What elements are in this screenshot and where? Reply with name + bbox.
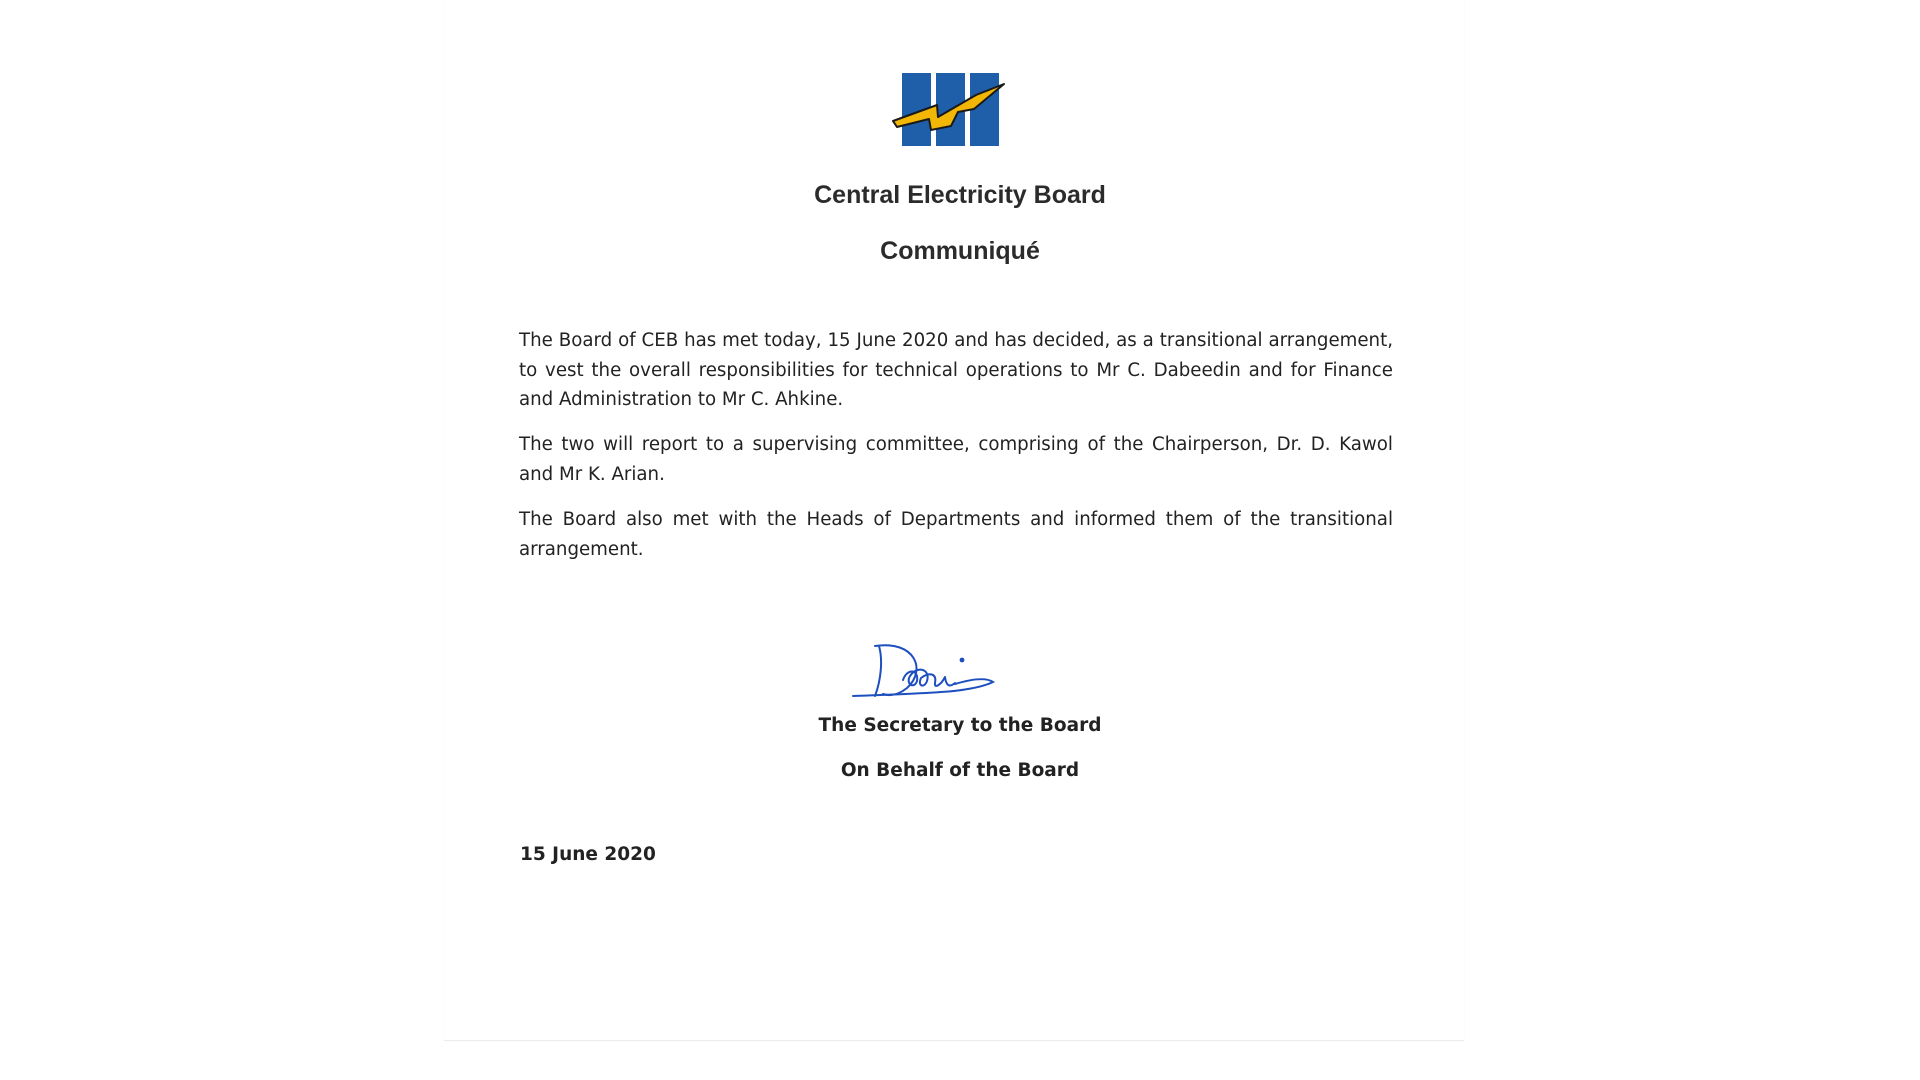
signature-dot xyxy=(960,658,965,663)
communique-paragraph: The Board of CEB has met today, 15 June 2020 and has decided, as a transitional arrangement, to vest the overall responsibilities for technical operations to Mr C. Dabeedin and for Finance and Administration to Mr C. Ahkine. xyxy=(519,330,1393,411)
signature-stroke xyxy=(875,645,917,696)
document-type-title: Communiqué xyxy=(880,237,1040,265)
communique-paragraph: The Board also met with the Heads of Departments and informed them of the transitional arrangement. xyxy=(519,509,1393,560)
communique-paragraph: The two will report to a supervising committee, comprising of the Chairperson, Dr. D. Kawol and Mr K. Arian. xyxy=(519,434,1393,485)
organization-title: Central Electricity Board xyxy=(814,181,1106,209)
ceb-logo xyxy=(892,72,1010,150)
handwritten-signature xyxy=(845,638,997,706)
signatory-title: The Secretary to the Board xyxy=(818,715,1102,736)
signatory-capacity: On Behalf of the Board xyxy=(840,760,1080,781)
signature-stroke xyxy=(853,679,993,696)
document-date: 15 June 2020 xyxy=(520,844,656,865)
